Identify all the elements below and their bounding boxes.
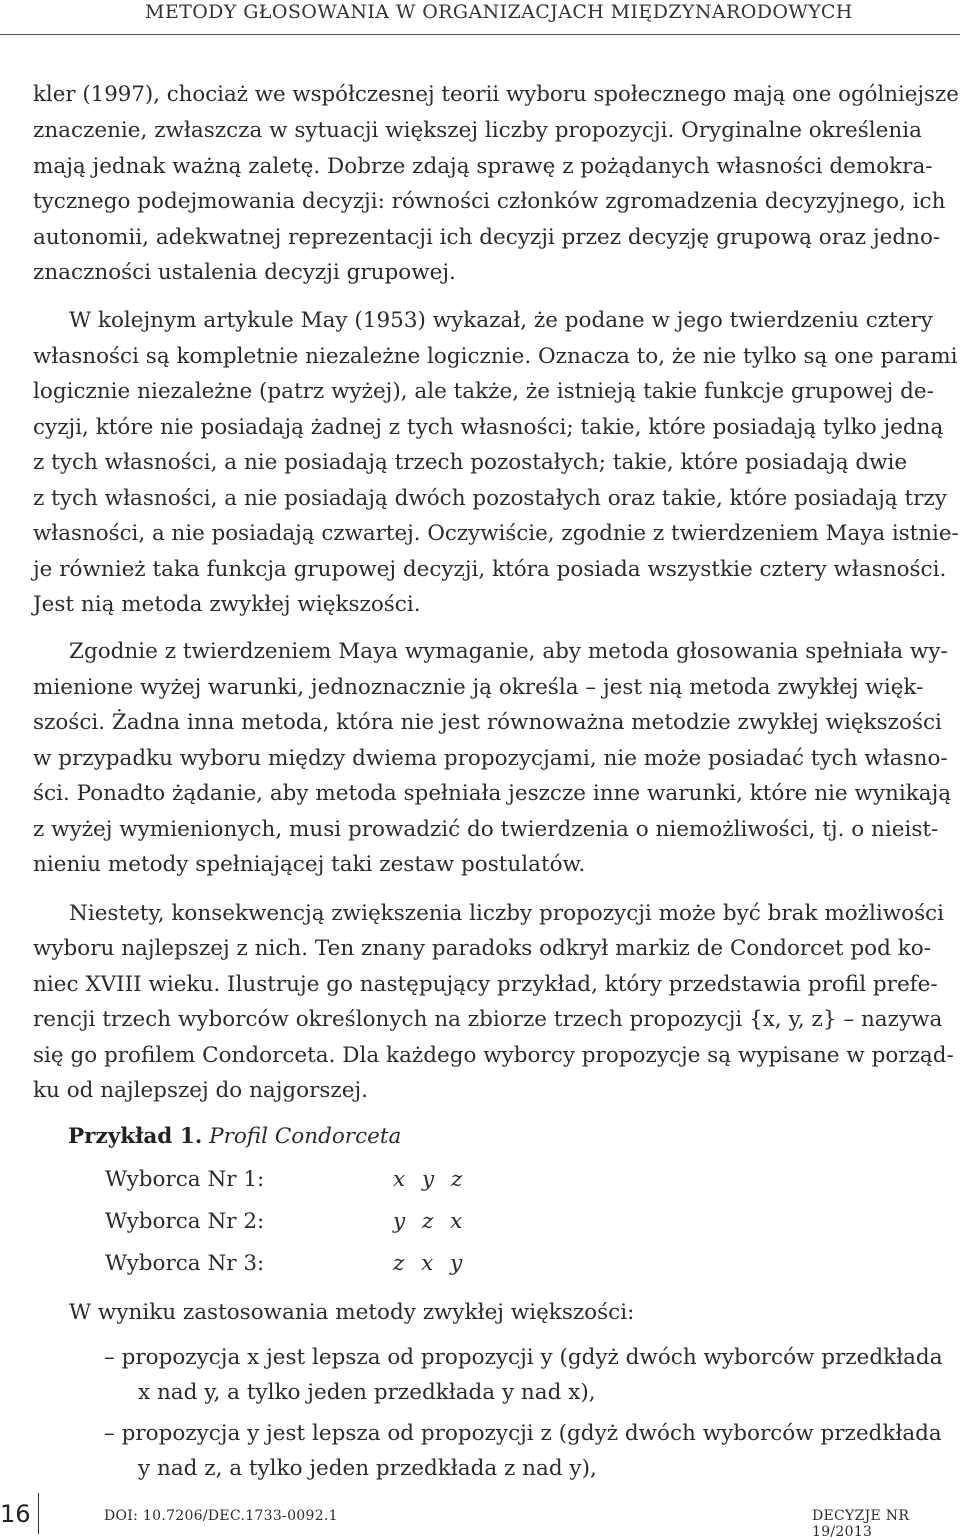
text-line: tycznego podejmowania decyzji: równości członków zgromadzenia decyzyjnego, ich	[33, 189, 946, 214]
voter-order: y z x	[393, 1209, 463, 1234]
text-line: cyzji, które nie posiadają żadnej z tych własności; takie, które posiadają tylko jedną	[33, 415, 944, 440]
text-line: Niestety, konsekwencją zwiększenia liczby propozycji może być brak możliwości	[69, 901, 945, 926]
text-line: Zgodnie z twierdzeniem Maya wymaganie, aby metoda głosowania spełniała wy-	[69, 639, 948, 664]
text-line: własności, a nie posiadają czwartej. Oczywiście, zgodnie z twierdzeniem Maya istnie-	[33, 521, 959, 546]
text-line: wyboru najlepszej z nich. Ten znany paradoks odkrył markiz de Condorcet pod ko-	[33, 936, 931, 961]
example-label: Przykład 1.	[68, 1124, 203, 1149]
voter-name: Wyborca Nr 1:	[105, 1167, 265, 1192]
text-line: w przypadku wyboru między dwiema propozycjami, nie może posiadać tych własno-	[33, 746, 948, 771]
text-line: szości. Żadna inna metoda, która nie jest równoważna metodzie zwykłej większości	[33, 710, 942, 735]
text-line: mienione wyżej warunki, jednoznacznie ją określa – jest nią metoda zwykłej więk-	[33, 675, 924, 700]
text-line: z tych własności, a nie posiadają trzech pozostałych; takie, które posiadają dwie	[33, 450, 908, 475]
text-line: z wyżej wymienionych, musi prowadzić do twierdzenia o niemożliwości, tj. o nieist-	[33, 817, 939, 842]
voter-order: x y z	[393, 1167, 463, 1192]
text-line: się go profilem Condorceta. Dla każdego wyborcy propozycje są wypisane w porząd-	[33, 1043, 954, 1068]
page-number: 16	[0, 1500, 31, 1528]
text-line: ku od najlepszej do najgorszej.	[33, 1078, 368, 1103]
example-heading	[68, 1124, 401, 1149]
footer-journal: DECYZJE NR 19/2013	[812, 1508, 910, 1540]
text-line: autonomii, adekwatnej reprezentacji ich decyzji przez decyzję grupową oraz jedno-	[33, 225, 941, 250]
text-line: nieniu metody spełniającej taki zestaw postulatów.	[33, 852, 586, 877]
text-line: znaczenie, zwłaszcza w sytuacji większej liczby propozycji. Oryginalne określenia	[33, 118, 922, 143]
running-header	[0, 0, 960, 35]
text-line: znaczności ustalenia decyzji grupowej.	[33, 260, 456, 285]
list-item-continuation: x nad y, a tylko jeden przedkłada y nad x),	[138, 1380, 596, 1405]
list-item: – propozycja y jest lepsza od propozycji z (gdyż dwóch wyborców przedkłada	[104, 1421, 942, 1446]
text-line: niec XVIII wieku. Ilustruje go następujący przykład, który przedstawia profil prefe-	[33, 972, 938, 997]
text-line: z tych własności, a nie posiadają dwóch pozostałych oraz takie, które posiadają trzy	[33, 486, 947, 511]
text-line: własności są kompletnie niezależne logicznie. Oznacza to, że nie tylko są one parami	[33, 344, 958, 369]
voter-order: z x y	[393, 1251, 463, 1276]
text-line: W wyniku zastosowania metody zwykłej większości:	[69, 1300, 635, 1325]
text-line: ści. Ponadto żądanie, aby metoda spełniała jeszcze inne warunki, które nie wynikają	[33, 781, 952, 806]
voter-name: Wyborca Nr 3:	[105, 1251, 265, 1276]
text-line: mają jednak ważną zaletę. Dobrze zdają sprawę z pożądanych własności demokra-	[33, 154, 933, 179]
text-line: rencji trzech wyborców określonych na zbiorze trzech propozycji {x, y, z} – nazywa	[33, 1007, 943, 1032]
voter-name: Wyborca Nr 2:	[105, 1209, 265, 1234]
text-line: Jest nią metoda zwykłej większości.	[33, 592, 421, 617]
footer-doi: DOI: 10.7206/DEC.1733-0092.1	[104, 1508, 338, 1524]
text-line: logicznie niezależne (patrz wyżej), ale także, że istnieją takie funkcje grupowej de-	[33, 379, 934, 404]
example-title: Profil Condorceta	[209, 1124, 402, 1149]
list-item: – propozycja x jest lepsza od propozycji y (gdyż dwóch wyborców przedkłada	[104, 1345, 943, 1370]
list-item-continuation: y nad z, a tylko jeden przedkłada z nad y),	[138, 1456, 597, 1481]
text-line: W kolejnym artykule May (1953) wykazał, że podane w jego twierdzeniu cztery	[69, 308, 933, 333]
running-title: METODY GŁOSOWANIA W ORGANIZACJACH MIĘDZYNARODOWYCH	[145, 1, 853, 23]
text-line: je również taka funkcja grupowej decyzji, która posiada wszystkie cztery własności.	[33, 557, 947, 582]
footer-divider	[38, 1493, 39, 1534]
text-line: kler (1997), chociaż we współczesnej teorii wyboru społecznego mają one ogólniejsze	[33, 82, 959, 107]
